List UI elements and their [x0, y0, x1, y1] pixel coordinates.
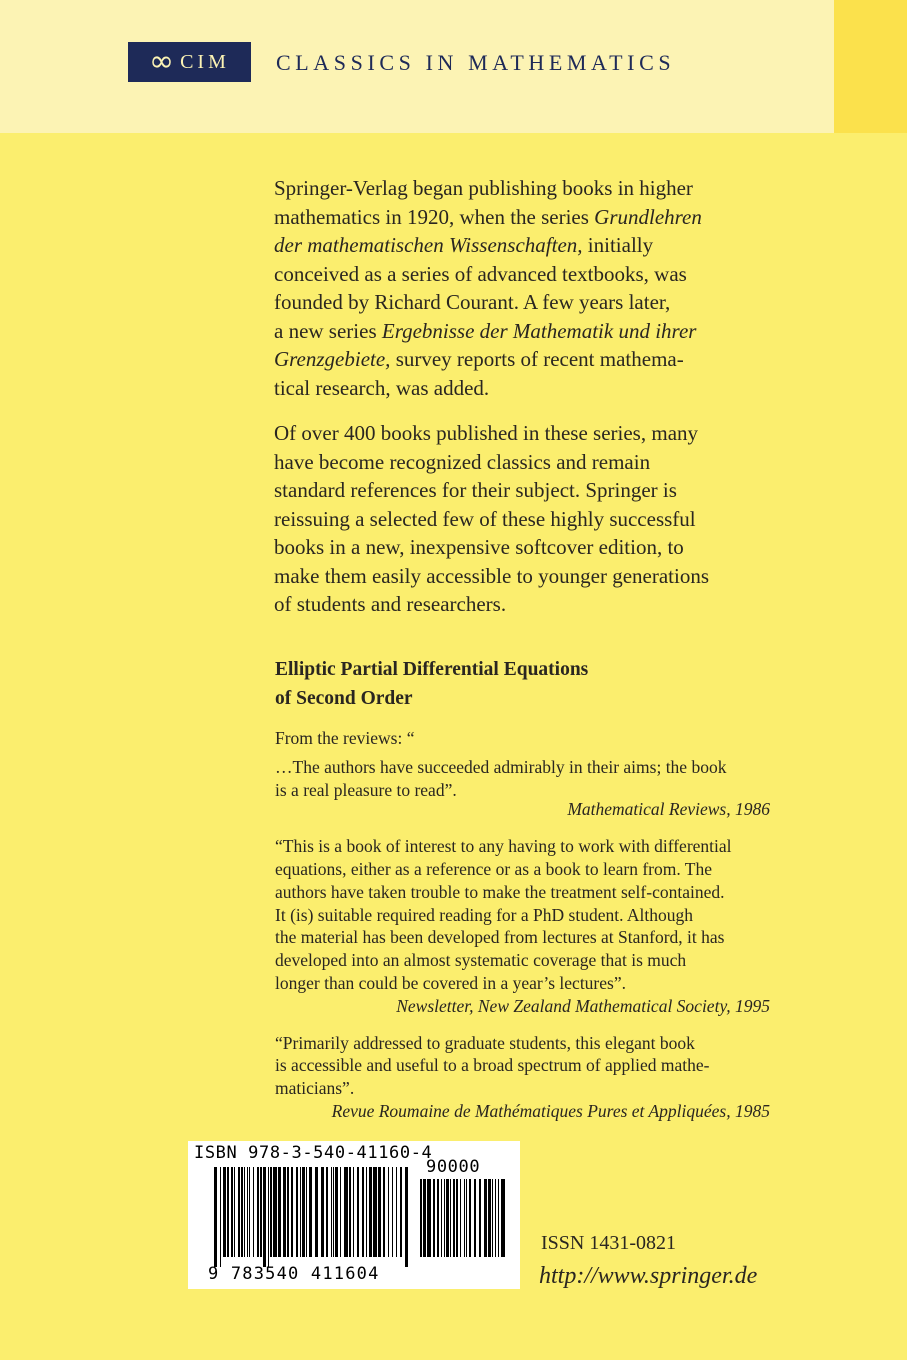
barcode-bar	[460, 1179, 461, 1257]
intro-p2-line: have become recognized classics and remain	[274, 449, 651, 474]
barcode-addon-bars	[420, 1179, 510, 1267]
intro-text-segment: tical research, was added.	[274, 375, 490, 400]
barcode-bar	[464, 1179, 465, 1257]
reviews-intro: From the reviews: “	[275, 728, 415, 748]
barcode-bar	[291, 1167, 293, 1257]
intro-text-segment: mathematics in 1920, when the series	[274, 204, 595, 229]
barcode-bar	[373, 1167, 377, 1257]
price-code: 90000	[426, 1157, 481, 1177]
barcode-bar	[283, 1167, 286, 1257]
review-2	[275, 835, 770, 1017]
review-2-line-5: the material has been developed from lectures at Stanford, it has	[275, 927, 725, 948]
intro-p2-line: books in a new, inexpensive softcover edition, to	[274, 535, 684, 559]
barcode-bar	[326, 1167, 328, 1257]
intro-p1-line	[274, 288, 774, 317]
barcode-bar	[400, 1167, 402, 1257]
barcode-bar	[427, 1179, 431, 1257]
series-title-text: Grundlehren	[594, 204, 702, 229]
intro-p1-line	[274, 260, 774, 289]
barcode-bar	[466, 1179, 467, 1257]
review-3-line-3: maticians”.	[275, 1078, 355, 1099]
intro-p2-line: make them easily accessible to younger generations	[274, 563, 710, 588]
barcode-bar	[362, 1167, 364, 1257]
barcode-bar	[263, 1167, 266, 1267]
series-title-text: Grenzgebiete,	[274, 347, 391, 371]
barcode-bar	[444, 1179, 445, 1257]
review-3-line-2: is accessible and useful to a broad spectrum of applied mathe-	[275, 1055, 710, 1076]
barcode-bar	[333, 1167, 334, 1257]
intro-text	[274, 174, 774, 636]
intro-text-segment: a new series	[274, 318, 382, 343]
review-2-line-7: longer than could be covered in a year’s lectures”.	[275, 972, 626, 993]
barcode-bar	[353, 1167, 354, 1257]
barcode-bar	[446, 1179, 449, 1257]
logo-text: CIM	[180, 50, 230, 73]
issn: ISSN 1431-0821	[541, 1232, 677, 1254]
intro-p2-line: reissuing a selected few of these highly successful	[274, 506, 696, 531]
barcode-bar	[247, 1167, 248, 1257]
book-title	[275, 655, 775, 713]
review-2-line-4: It (is) suitable required reading for a PhD student. Although	[275, 904, 693, 925]
review-2-source: Newsletter, New Zealand Mathematical Society, 1995	[396, 995, 770, 1016]
review-1	[275, 756, 770, 821]
infinity-icon: ∞	[149, 44, 175, 79]
barcode-bar	[501, 1179, 505, 1257]
barcode-bar	[349, 1167, 351, 1257]
review-2-line-6: developed into an almost systematic coverage that is much	[275, 950, 687, 971]
intro-p1-line	[274, 231, 774, 260]
review-1-line-2: is a real pleasure to read”.	[275, 779, 457, 800]
barcode-bar	[492, 1179, 493, 1257]
barcode-bar	[234, 1167, 235, 1257]
intro-text-segment: founded by Richard Courant. A few years later,	[274, 290, 671, 314]
book-title-line-2: of Second Order	[275, 688, 413, 709]
book-title-line-1: Elliptic Partial Differential Equations	[275, 659, 589, 680]
barcode-bar	[484, 1179, 487, 1257]
intro-p1-line	[274, 203, 774, 232]
review-3	[275, 1032, 770, 1123]
barcode-bar	[498, 1179, 499, 1257]
intro-paragraph-2	[274, 419, 774, 619]
barcode-bar	[456, 1179, 458, 1257]
barcode-bar	[260, 1167, 262, 1257]
barcode-bar	[495, 1179, 496, 1257]
intro-text-segment: initially	[582, 233, 654, 257]
barcode-bar	[441, 1179, 442, 1257]
barcode-bar	[331, 1167, 332, 1257]
series-title-text: der mathematischen Wissenschaften,	[274, 233, 583, 257]
intro-p1-line	[274, 345, 774, 374]
barcode-bar	[420, 1179, 422, 1257]
review-1-source: Mathematical Reviews, 1986	[567, 799, 770, 820]
barcode-bar	[223, 1167, 226, 1257]
barcode-bar	[335, 1167, 338, 1257]
barcode-bar	[344, 1167, 348, 1257]
barcode-bars	[214, 1167, 410, 1267]
barcode-bar	[340, 1167, 341, 1257]
barcode-bar	[227, 1167, 229, 1257]
cim-logo	[128, 42, 251, 82]
barcode-bar	[268, 1167, 269, 1267]
barcode-bar	[214, 1167, 217, 1267]
barcode-bar	[249, 1167, 250, 1257]
review-1-line-1: …The authors have succeeded admirably in their aims; the book	[275, 756, 727, 777]
barcode-bar	[238, 1167, 240, 1257]
barcode-bar	[300, 1167, 301, 1257]
header-accent-strip	[834, 0, 907, 133]
barcode-bar	[273, 1167, 277, 1257]
barcode-bar	[405, 1167, 408, 1267]
barcode-bar	[423, 1179, 426, 1257]
barcode-bar	[278, 1167, 281, 1257]
barcode-bar	[270, 1167, 272, 1257]
barcode-bar	[388, 1167, 389, 1257]
barcode-bar	[450, 1179, 451, 1257]
intro-p2-line: Of over 400 books published in these series, many	[274, 421, 699, 445]
intro-p1-line	[274, 374, 774, 403]
website-url[interactable]: http://www.springer.de	[539, 1263, 758, 1289]
barcode-bar	[378, 1167, 381, 1257]
barcode-bar	[433, 1179, 435, 1257]
intro-p2-line: standard references for their subject. Springer is	[274, 478, 677, 502]
barcode-bar	[437, 1179, 439, 1257]
barcode-bar	[309, 1167, 312, 1257]
barcode-bar	[369, 1167, 372, 1257]
barcode-bar	[383, 1167, 385, 1257]
series-title-text: Ergebnisse der Mathematik und ihrer	[381, 318, 697, 343]
barcode-bar	[321, 1167, 324, 1257]
barcode-bar	[302, 1167, 305, 1257]
review-2-line-3: authors have taken trouble to make the treatment self-contained.	[275, 881, 725, 902]
barcode-bar	[479, 1179, 481, 1257]
barcode-bar	[306, 1167, 307, 1257]
barcode-bar	[287, 1167, 289, 1257]
barcode-bar	[488, 1179, 491, 1257]
intro-text-segment: conceived as a series of advanced textbooks, was	[274, 261, 687, 286]
barcode-bar	[396, 1167, 397, 1257]
barcode-bar	[220, 1167, 221, 1267]
barcode-bar	[296, 1167, 298, 1257]
ean-digits: 9 783540 411604	[208, 1264, 380, 1284]
barcode-bar	[244, 1167, 245, 1257]
review-3-source: Revue Roumaine de Mathématiques Pures et Appliquées, 1985	[331, 1100, 770, 1121]
review-2-line-1: “This is a book of interest to any having to work with differential	[275, 836, 732, 857]
intro-paragraph-1	[274, 174, 774, 402]
barcode-bar	[257, 1167, 259, 1257]
intro-p1-line	[274, 174, 774, 203]
series-name: CLASSICS IN MATHEMATICS	[276, 50, 676, 75]
barcode-bar	[253, 1167, 254, 1257]
intro-p2-line: of students and researchers.	[274, 592, 507, 616]
barcode-bar	[469, 1179, 471, 1257]
isbn-number: ISBN 978-3-540-41160-4	[194, 1143, 433, 1163]
barcode-bar	[241, 1167, 243, 1257]
barcode-bar	[366, 1167, 367, 1257]
barcode-bar	[474, 1179, 476, 1257]
intro-text-segment: survey reports of recent mathema-	[390, 347, 684, 371]
barcode-bar	[392, 1167, 393, 1257]
barcode-bar	[231, 1167, 233, 1257]
barcode	[188, 1141, 520, 1289]
intro-p1-line	[274, 317, 774, 346]
reviews-section	[275, 727, 770, 1133]
barcode-bar	[315, 1167, 318, 1257]
barcode-bar	[357, 1167, 359, 1257]
review-3-line-1: “Primarily addressed to graduate students, this elegant book	[275, 1032, 695, 1053]
barcode-bar	[453, 1179, 455, 1257]
review-2-line-2: equations, either as a reference or as a book to learn from. The	[275, 858, 712, 879]
intro-text-segment: Springer-Verlag began publishing books in higher	[274, 176, 693, 200]
